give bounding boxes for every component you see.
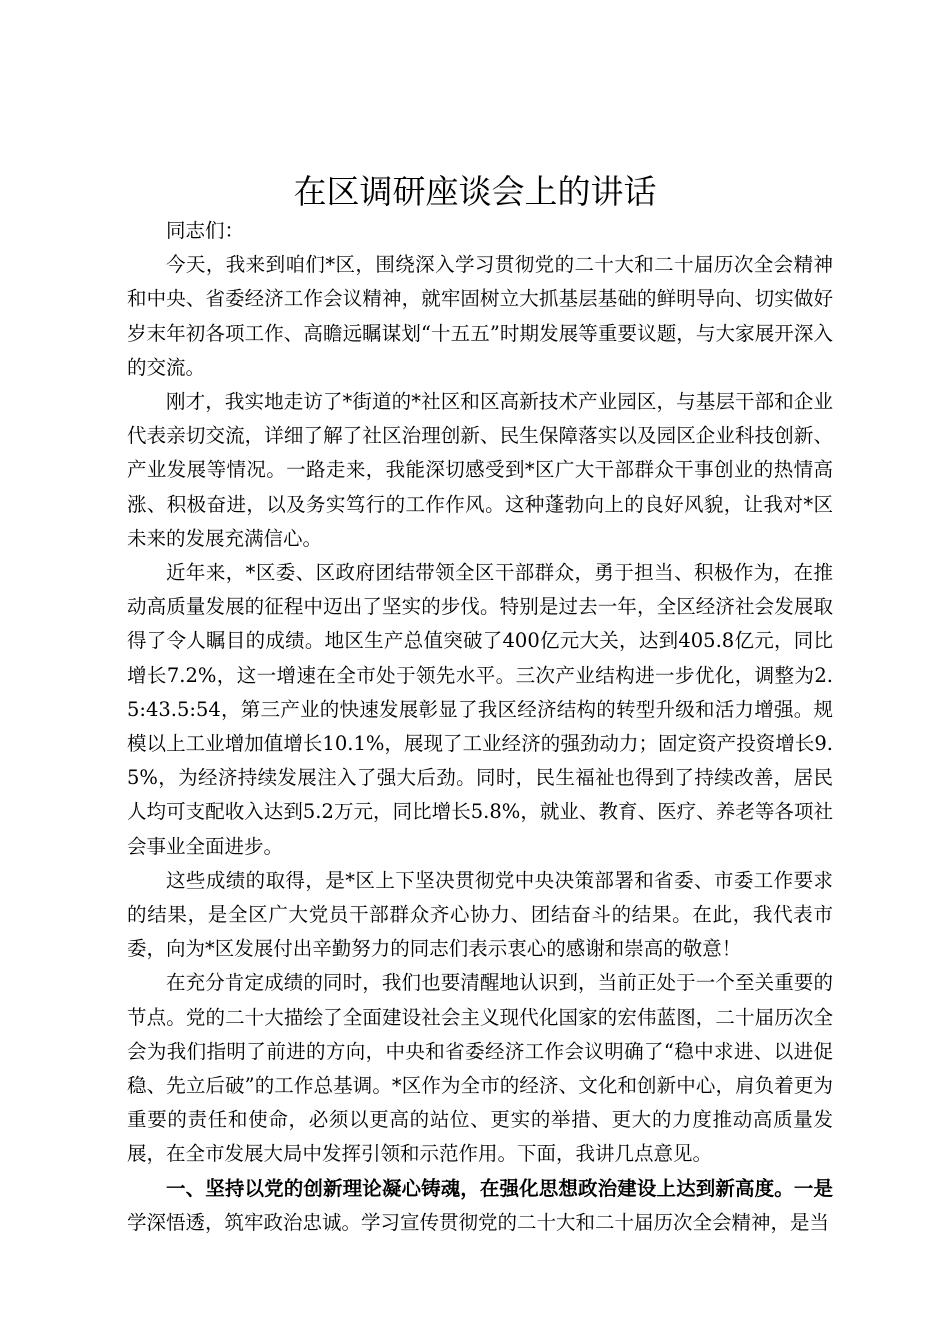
- paragraph-intro: 今天，我来到咱们*区，围绕深入学习贯彻党的二十大和二十届历次全会精神和中央、省委经济工作会议精神，就牢固树立大抓基层基础的鲜明导向、切实做好岁末年初各项工作、高瞻远瞩谋划“十五五”时期发展等重要议题，与大家展开深入的交流。: [127, 253, 833, 379]
- paragraph-achievements: 近年来，*区委、区政府团结带领全区干部群众，勇于担当、积极作为，在推动高质量发展的征程中迈出了坚实的步伐。特别是过去一年，全区经济社会发展取得了令人瞩目的成绩。地区生产总值突破了400亿元大关，达到405.8亿元，同比增长7.2%，这一增速在全市处于领先水平。三次产业结构进一步优化，调整为2.5:43.5:54，第三产业的快速发展彰显了我区经济结构的转型升级和活力增强。规模以上工业增加值增长10.1%，展现了工业经济的强劲动力；固定资产投资增长9.5%，为经济持续发展注入了强大后劲。同时，民生福祉也得到了持续改善，居民人均可支配收入达到5.2万元，同比增长5.8%，就业、教育、医疗、养老等各项社会事业全面进步。: [127, 561, 833, 858]
- section-one-paragraph: [127, 1172, 833, 1240]
- document-body: [127, 214, 833, 1240]
- document-title: 在区调研座谈会上的讲话: [293, 172, 657, 211]
- section-one-heading: 一、坚持以党的创新理论凝心铸魂，在强化思想政治建设上达到新高度。一是: [166, 1176, 833, 1200]
- paragraph-thanks: 这些成绩的取得，是*区上下坚决贯彻党中央决策部署和省委、市委工作要求的结果，是全区广大党员干部群众齐心协力、团结奋斗的结果。在此，我代表市委，向为*区发展付出辛勤努力的同志们表示衷心的感谢和崇高的敬意！: [127, 868, 833, 961]
- salutation: 同志们：: [166, 219, 245, 242]
- section-one-text: 学深悟透，筑牢政治忠诚。学习宣传贯彻党的二十大和二十届历次全会精神，是当: [127, 1210, 830, 1234]
- paragraph-visit: 刚才，我实地走访了*街道的*社区和区高新技术产业园区，与基层干部和企业代表亲切交流，详细了解了社区治理创新、民生保障落实以及园区企业科技创新、产业发展等情况。一路走来，我能深切感受到*区广大干部群众干事创业的热情高涨、积极奋进，以及务实笃行的工作作风。这种蓬勃向上的良好风貌，让我对*区未来的发展充满信心。: [127, 390, 833, 550]
- paragraph-outlook: 在充分肯定成绩的同时，我们也要清醒地认识到，当前正处于一个至关重要的节点。党的二十大描绘了全面建设社会主义现代化国家的宏伟蓝图，二十届历次全会为我们指明了前进的方向，中央和省委经济工作会议明确了“稳中求进、以进促稳、先立后破”的工作总基调。*区作为全市的经济、文化和创新中心，肩负着更为重要的责任和使命，必须以更高的站位、更实的举措、更大的力度推动高质量发展，在全市发展大局中发挥引领和示范作用。下面，我讲几点意见。: [127, 971, 833, 1166]
